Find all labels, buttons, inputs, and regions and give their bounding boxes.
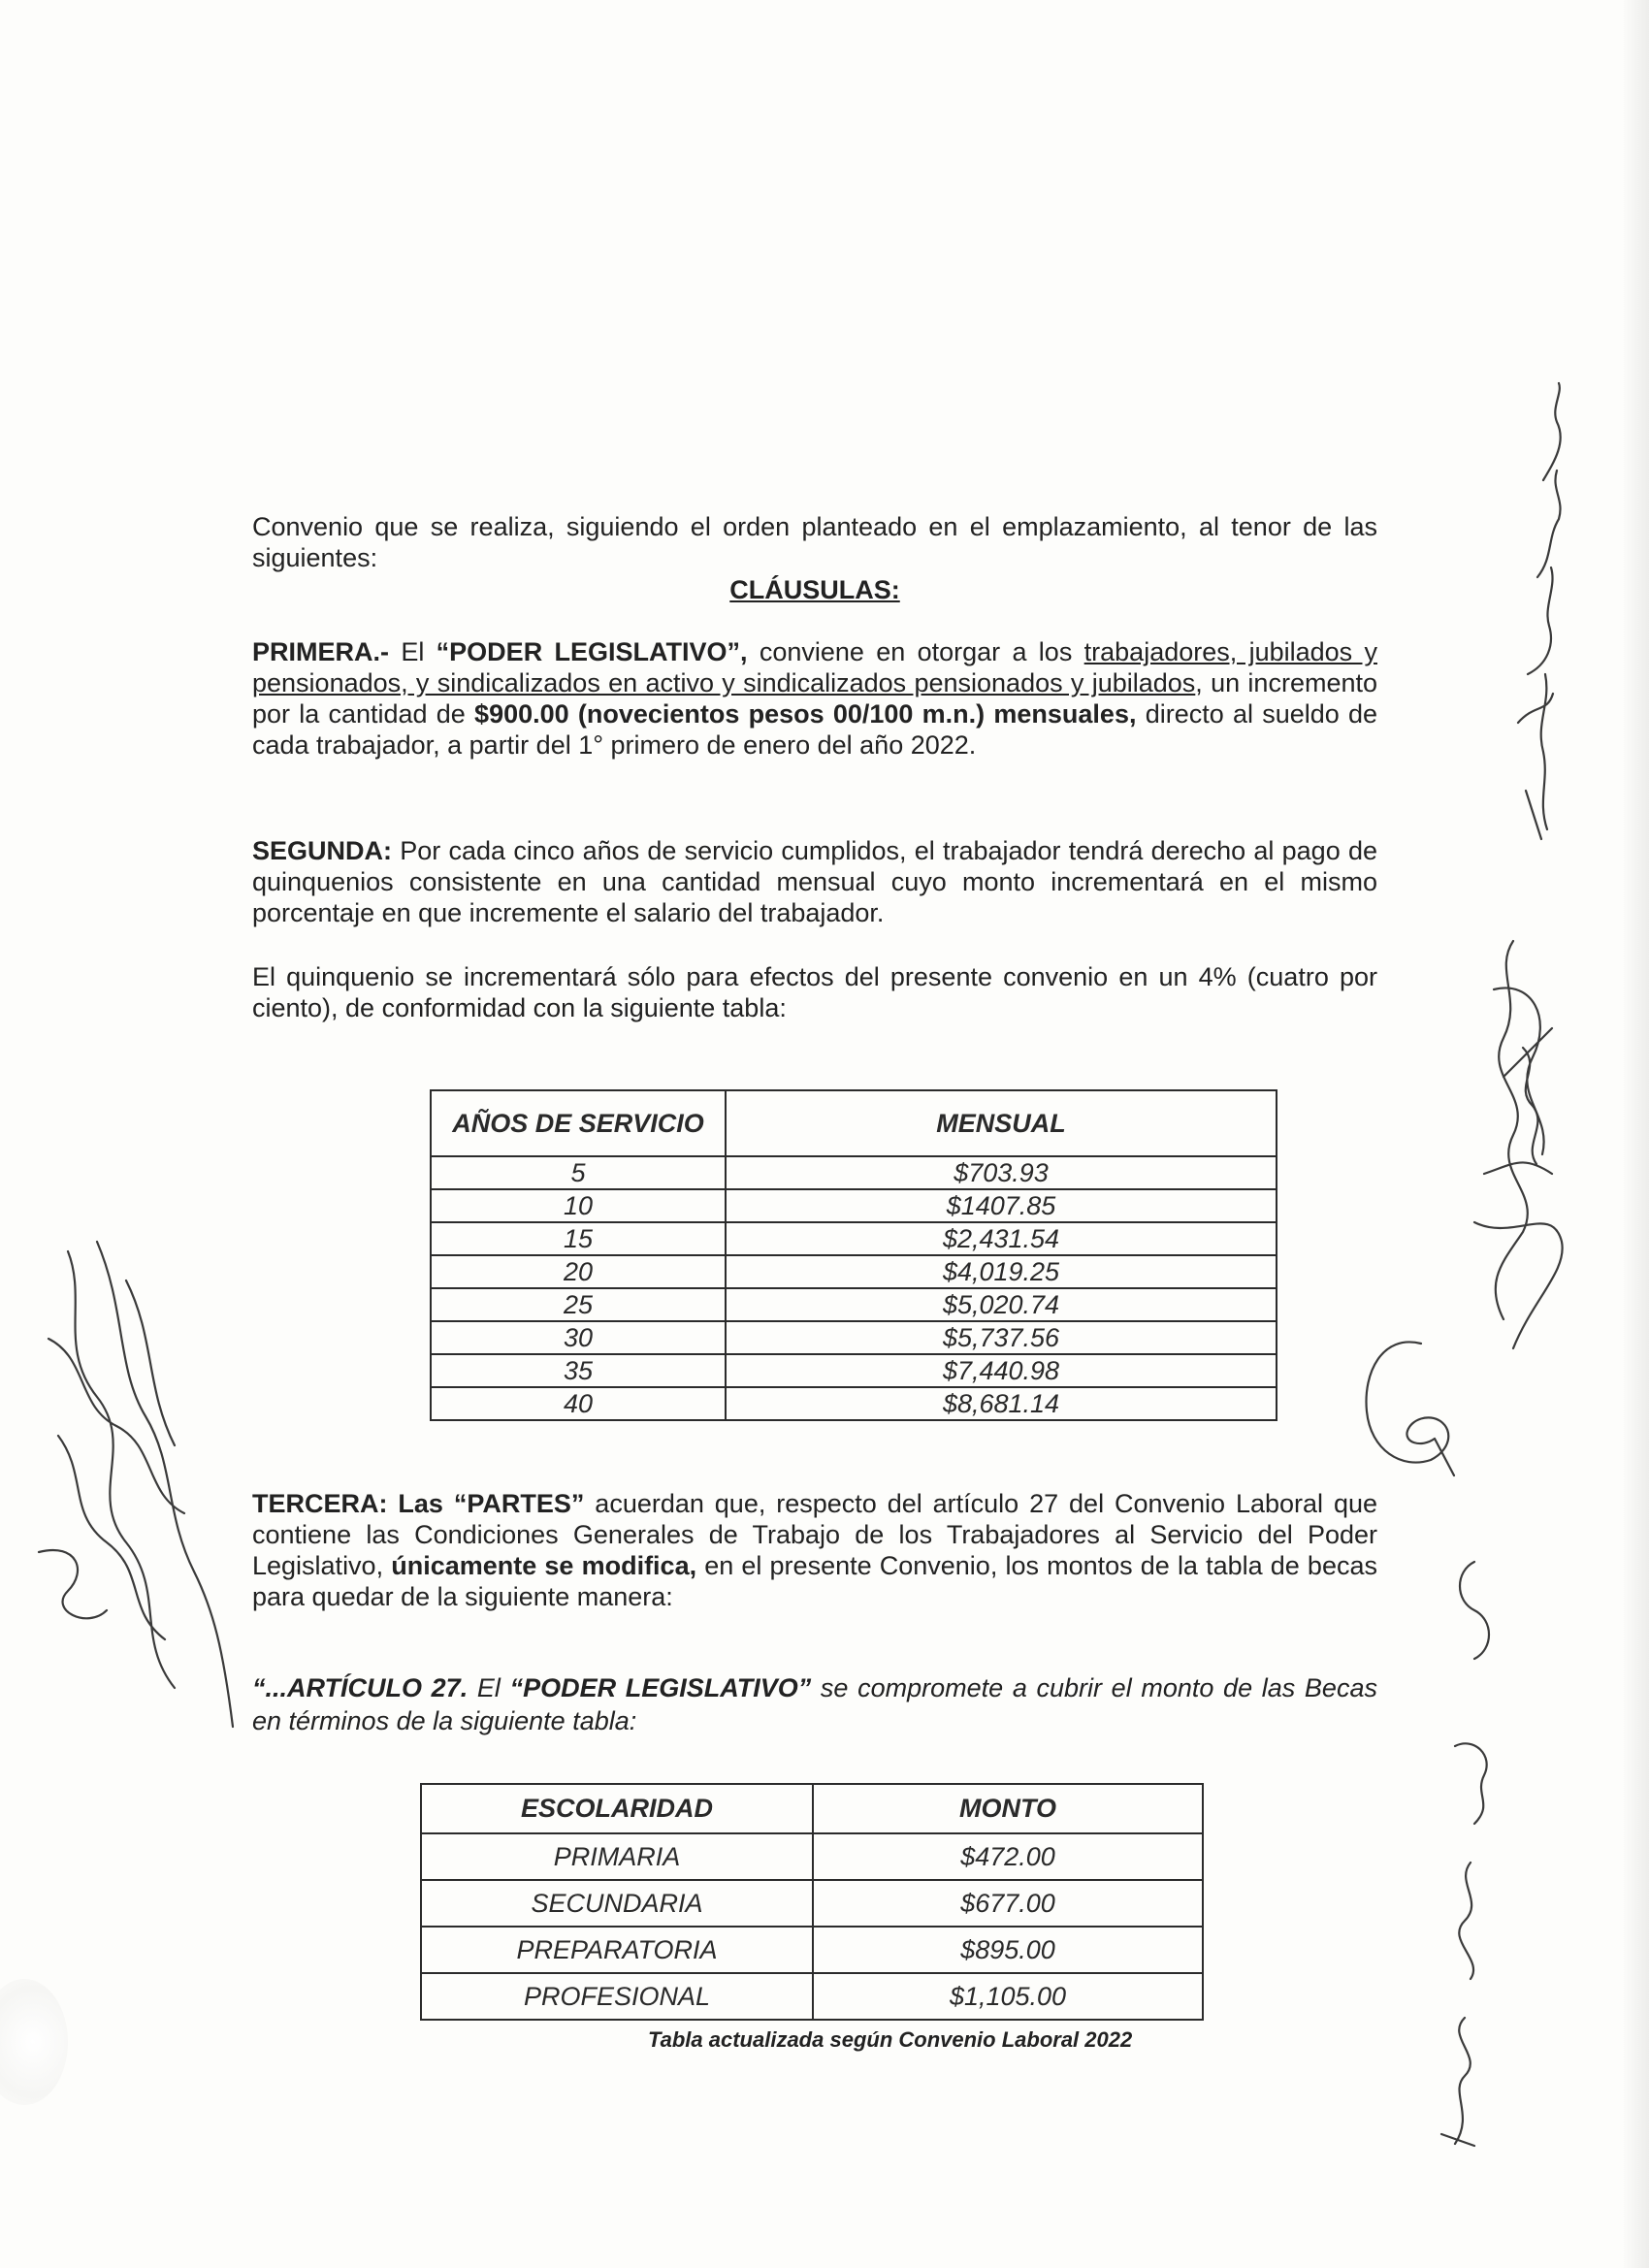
header-mensual: MENSUAL: [726, 1090, 1277, 1156]
becas-row: [421, 1880, 1203, 1927]
quinquenio-cell-label: 25: [431, 1288, 726, 1321]
tercera-label: TERCERA:: [252, 1489, 388, 1518]
becas-cell-value: $677.00: [813, 1880, 1203, 1927]
quinquenio-row: [431, 1354, 1277, 1387]
margin-initial-g: [1353, 1334, 1470, 1479]
quinquenio-row: [431, 1288, 1277, 1321]
primera-text-1: El: [401, 637, 425, 666]
articulo-party: “PODER LEGISLATIVO”: [509, 1673, 812, 1702]
quinquenio-row: [431, 1387, 1277, 1420]
clause-segunda: [252, 835, 1377, 928]
quinquenio-table: [430, 1089, 1277, 1421]
articulo-27-paragraph: [252, 1671, 1377, 1737]
becas-cell-label: PRIMARIA: [421, 1833, 813, 1880]
becas-header-row: [421, 1784, 1203, 1833]
quinquenio-paragraph: [252, 961, 1377, 1023]
tercera-text-1: acuerdan que, respecto del artículo 27 del Convenio Laboral que contiene las Condiciones Generales de Trabajo de los Trabajadores al Servicio del Poder Legislativo,: [252, 1489, 1377, 1580]
quinquenio-row: [431, 1255, 1277, 1288]
segunda-text: Por cada cinco años de servicio cumplidos, el trabajador tendrá derecho al pago de quinquenios consistente en una cantidad mensual cuyo monto incrementará en el mismo porcentaje en que incremente el salario del trabajador.: [252, 836, 1377, 927]
primera-text-3: , un incremento por la cantidad de: [252, 668, 1377, 729]
quinquenio-cell-label: 35: [431, 1354, 726, 1387]
intro-paragraph: [252, 511, 1377, 573]
becas-row: [421, 1973, 1203, 2020]
becas-cell-value: $1,105.00: [813, 1973, 1203, 2020]
quinquenio-cell-label: 10: [431, 1189, 726, 1222]
quinquenio-cell-value: $7,440.98: [726, 1354, 1277, 1387]
quinquenio-cell-value: $703.93: [726, 1156, 1277, 1189]
primera-label: PRIMERA.-: [252, 637, 389, 666]
becas-row: [421, 1927, 1203, 1973]
becas-cell-value: $895.00: [813, 1927, 1203, 1973]
becas-cell-label: PROFESIONAL: [421, 1973, 813, 2020]
margin-signature-top-right: [1508, 383, 1576, 839]
quinquenio-cell-label: 5: [431, 1156, 726, 1189]
quinquenio-cell-label: 15: [431, 1222, 726, 1255]
quinquenio-text: El quinquenio se incrementará sólo para efectos del presente convenio en un 4% (cuatro por ciento), de conformidad con la siguiente tabla:: [252, 962, 1377, 1022]
quinquenio-row: [431, 1189, 1277, 1222]
becas-cell-label: PREPARATORIA: [421, 1927, 813, 1973]
margin-signature-large-right: [1455, 931, 1571, 1358]
quinquenio-row: [431, 1321, 1277, 1354]
primera-amount: $900.00 (novecientos pesos 00/100 m.n.) mensuales,: [474, 699, 1137, 729]
tercera-text-2: en el presente Convenio, los montos de la tabla de becas para quedar de la siguiente manera:: [252, 1551, 1377, 1611]
clausulas-heading: [252, 575, 1377, 605]
becas-cell-label: SECUNDARIA: [421, 1880, 813, 1927]
margin-signature-left: [29, 1222, 242, 1746]
articulo-text-2: se compromete a cubrir el monto de las Becas en términos de la siguiente tabla:: [252, 1673, 1377, 1735]
quinquenio-cell-value: $1407.85: [726, 1189, 1277, 1222]
quinquenio-cell-value: $5,737.56: [726, 1321, 1277, 1354]
quinquenio-header-row: [431, 1090, 1277, 1156]
quinquenio-cell-value: $8,681.14: [726, 1387, 1277, 1420]
tercera-party: Las “PARTES”: [398, 1489, 585, 1518]
header-escolaridad: ESCOLARIDAD: [421, 1784, 813, 1833]
primera-beneficiaries: trabajadores, jubilados y pensionados, y sindicalizados en activo y sindicalizados pensionados y jubilados: [252, 637, 1377, 697]
quinquenio-cell-label: 30: [431, 1321, 726, 1354]
becas-cell-value: $472.00: [813, 1833, 1203, 1880]
tercera-emphasis: únicamente se modifica,: [391, 1551, 697, 1580]
punch-hole: [0, 1979, 68, 2105]
quinquenio-cell-value: $5,020.74: [726, 1288, 1277, 1321]
clausulas-title: CLÁUSULAS:: [729, 575, 900, 604]
segunda-label: SEGUNDA:: [252, 836, 393, 865]
articulo-text-1: El: [476, 1673, 501, 1702]
margin-signature-name-vertical: [1416, 1552, 1523, 2154]
primera-text-4: directo al sueldo de cada trabajador, a partir del 1° primero de enero del año 2022.: [252, 699, 1378, 760]
primera-text-2: conviene en otorgar a los: [759, 637, 1073, 666]
articulo-label: “...ARTÍCULO 27.: [252, 1673, 469, 1702]
quinquenio-cell-value: $2,431.54: [726, 1222, 1277, 1255]
becas-table: [420, 1783, 1204, 2021]
header-monto: MONTO: [813, 1784, 1203, 1833]
quinquenio-row: [431, 1156, 1277, 1189]
primera-party: “PODER LEGISLATIVO”,: [436, 637, 748, 666]
clause-primera: [252, 636, 1377, 761]
quinquenio-row: [431, 1222, 1277, 1255]
intro-text: Convenio que se realiza, siguiendo el orden planteado en el emplazamiento, al tenor de las siguientes:: [252, 512, 1377, 572]
quinquenio-cell-label: 40: [431, 1387, 726, 1420]
clause-tercera: [252, 1488, 1377, 1612]
header-anios-servicio: AÑOS DE SERVICIO: [431, 1090, 726, 1156]
quinquenio-cell-value: $4,019.25: [726, 1255, 1277, 1288]
table-caption: Tabla actualizada según Convenio Laboral 2022: [648, 2027, 1133, 2052]
quinquenio-cell-label: 20: [431, 1255, 726, 1288]
becas-row: [421, 1833, 1203, 1880]
page-edge-shadow: [1624, 0, 1649, 2268]
